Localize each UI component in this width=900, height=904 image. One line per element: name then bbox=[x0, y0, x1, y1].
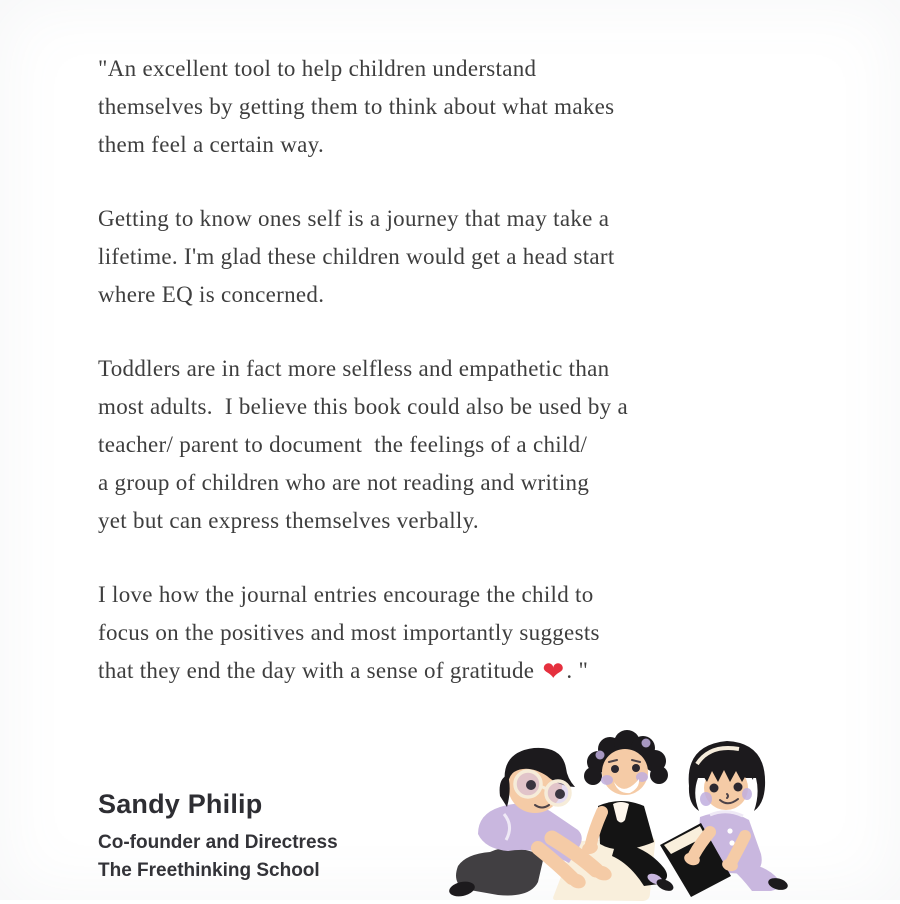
quote-paragraph bbox=[98, 200, 818, 314]
quote-line: where EQ is concerned. bbox=[98, 282, 325, 307]
quote-line: lifetime. I'm glad these children would get a head start bbox=[98, 244, 615, 269]
quote-paragraph bbox=[98, 576, 818, 690]
quote-paragraph bbox=[98, 350, 818, 540]
quote-line: Toddlers are in fact more selfless and empathetic than bbox=[98, 356, 610, 381]
quote-line: a group of children who are not reading and writing bbox=[98, 470, 590, 495]
quote-line: yet but can express themselves verbally. bbox=[98, 508, 479, 533]
quote-line: them feel a certain way. bbox=[98, 132, 325, 157]
quote-line: that they end the day with a sense of gratitude ❤. " bbox=[98, 657, 589, 686]
testimonial-quote bbox=[98, 50, 818, 690]
quote-line: I love how the journal entries encourage the child to bbox=[98, 582, 594, 607]
quote-paragraph bbox=[98, 50, 818, 164]
bob-girl-figure bbox=[660, 741, 789, 897]
quote-line: most adults. I believe this book could also be used by a bbox=[98, 394, 629, 419]
quote-line: Getting to know ones self is a journey that may take a bbox=[98, 206, 610, 231]
quote-line: teacher/ parent to document the feelings of a child/ bbox=[98, 432, 588, 457]
heart-icon: ❤ bbox=[542, 657, 565, 686]
attribution-block bbox=[98, 789, 338, 885]
quote-line: focus on the positives and most importantly suggests bbox=[98, 620, 600, 645]
children-reading-illustration bbox=[448, 714, 790, 904]
author-name: Sandy Philip bbox=[98, 789, 263, 819]
author-organization: The Freethinking School bbox=[98, 860, 320, 881]
quote-line: "An excellent tool to help children understand bbox=[98, 56, 537, 81]
quote-line: themselves by getting them to think about what makes bbox=[98, 94, 615, 119]
author-role: Co-founder and Directress bbox=[98, 832, 338, 853]
